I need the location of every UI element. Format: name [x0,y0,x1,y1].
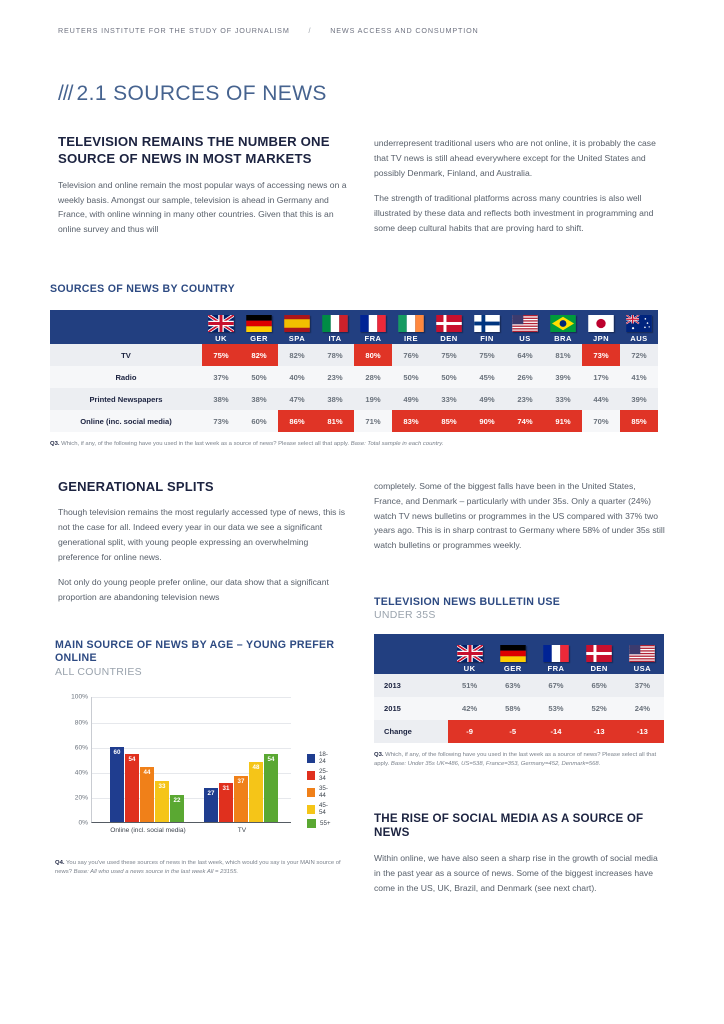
row-label: Online (inc. social media) [50,410,202,432]
bar [155,781,169,823]
bulletin-row-label: 2015 [374,697,448,720]
intro-left-column [58,134,350,237]
bulletin-subtitle: UNDER 35S [374,609,436,621]
flag-fra-icon [360,315,386,332]
table-row [50,366,658,388]
bar [249,762,263,822]
bulletin-title: TELEVISION NEWS BULLETIN USE [374,596,561,608]
bulletin-cell: 67% [534,674,577,697]
legend-item [307,785,333,799]
country-table-block [50,283,670,449]
legend-label: 55+ [320,820,331,828]
chart-legend [307,751,333,831]
legend-label: 18-24 [318,751,328,766]
country-code-label: FIN [480,334,494,343]
country-code-label: FRA [547,664,565,673]
table-cell: 41% [620,366,658,388]
chart-footnote-label: Q4. [55,860,65,867]
bulletin-cell: 24% [621,697,664,720]
x-axis-label: Online (incl. social media) [110,827,186,835]
y-axis-tick: 80% [74,719,88,727]
bulletin-cell: 58% [491,697,534,720]
country-header-fra [354,310,392,344]
country-header-us [506,310,544,344]
table-cell: 76% [392,344,430,366]
country-code-label: USA [633,664,652,673]
chart-plot-area [71,693,291,835]
table-cell: 75% [202,344,240,366]
bulletin-row [374,697,664,720]
bar-value-label: 37 [237,777,245,785]
table-cell: 82% [278,344,316,366]
intro-right-paragraph-2: The strength of traditional platforms across many countries is also well illustrated by these data and reflects both investment in programming and some deep cultural habits that are proving hard to shift. [374,193,654,233]
running-header-left: REUTERS INSTITUTE FOR THE STUDY OF JOURNALISM [58,26,290,35]
bulletin-cell: -13 [621,720,664,743]
legend-swatch [307,788,315,797]
table-cell: 73% [202,410,240,432]
sources-by-country-table [50,310,658,432]
table-cell: 60% [240,410,278,432]
flag-ita-icon [322,315,348,332]
y-axis-tick: 20% [74,794,88,802]
bar [264,754,278,822]
country-code-label: IRE [403,334,418,343]
table-row [50,344,658,366]
table-cell: 40% [278,366,316,388]
flag-fin-icon [474,315,500,332]
bulletin-header-row [374,634,664,674]
table-cell: 23% [506,388,544,410]
table-header-row [50,310,658,344]
bar-value-label: 31 [222,785,230,793]
chart-footnote-text: You say you've used these sources of news in the last week, which would you say is your MAIN source of news? [55,860,341,876]
bulletin-cell: 65% [578,674,621,697]
row-label: Radio [50,366,202,388]
table-cell: 38% [240,388,278,410]
table-cell: 28% [354,366,392,388]
country-code-label: DEN [590,664,608,673]
table-corner-cell [50,310,202,344]
table-cell: 81% [316,410,354,432]
bulletin-cell: 53% [534,697,577,720]
country-header-ger [491,634,534,674]
table-cell: 85% [430,410,468,432]
page-title [58,82,327,106]
generational-right-paragraph: completely. Some of the biggest falls have been in the United States, France, and Denmark – particularly with under 35s. Only a quarter (24%) watch TV news bulletins or programmes in the US compared with 37% two years ago. This is in sharp contrast to Germany where 58% of under 35s still watch bulletins or programmes weekly. [374,481,665,551]
flag-us-icon [512,315,538,332]
table-cell: 38% [202,388,240,410]
y-axis-tick: 0% [78,819,88,827]
table-cell: 78% [316,344,354,366]
flag-den-icon [436,315,462,332]
table-cell: 91% [544,410,582,432]
bar [125,754,139,822]
table-cell: 33% [430,388,468,410]
country-header-den [430,310,468,344]
country-code-label: SPA [288,334,306,343]
bar-chart [55,691,333,841]
table-cell: 73% [582,344,620,366]
table-cell: 75% [430,344,468,366]
table-cell: 75% [468,344,506,366]
table-cell: 82% [240,344,278,366]
bar [110,747,124,823]
age-chart-block [55,639,355,877]
row-label: Printed Newspapers [50,388,202,410]
bar-value-label: 44 [143,769,151,777]
country-header-uk [448,634,491,674]
bulletin-cell: -9 [448,720,491,743]
television-news-bulletin-table [374,634,664,743]
country-table-title: SOURCES OF NEWS BY COUNTRY [50,283,235,295]
bar-group [110,747,184,823]
bar-value-label: 22 [173,796,181,804]
legend-label: 35-44 [318,785,328,800]
table-cell: 49% [392,388,430,410]
title-text: 2.1 SOURCES OF NEWS [76,82,327,105]
table-body [50,344,658,432]
flag-usa-icon [629,645,655,662]
table-cell: 83% [392,410,430,432]
bulletin-body [374,674,664,743]
bulletin-cell: 63% [491,674,534,697]
legend-swatch [307,771,315,780]
bulletin-row [374,674,664,697]
country-code-label: UK [463,664,476,673]
y-axis-tick: 40% [74,769,88,777]
table-cell: 72% [620,344,658,366]
row-label: TV [50,344,202,366]
country-code-label: AUS [630,334,648,343]
table-cell: 26% [506,366,544,388]
flag-den-icon [586,645,612,662]
table-cell: 45% [468,366,506,388]
table-cell: 85% [620,410,658,432]
chart-footnote [55,859,355,877]
table-cell: 74% [506,410,544,432]
table-cell: 90% [468,410,506,432]
table-cell: 86% [278,410,316,432]
generational-heading: GENERATIONAL SPLITS [58,479,214,494]
intro-heading: TELEVISION REMAINS THE NUMBER ONE SOURCE OF NEWS IN MOST MARKETS [58,134,330,166]
bar-value-label: 54 [128,756,136,764]
table-cell: 47% [278,388,316,410]
legend-swatch [307,805,315,814]
gridline [92,697,291,698]
country-header-fra [534,634,577,674]
table-cell: 19% [354,388,392,410]
flag-ger-icon [500,645,526,662]
table-cell: 39% [620,388,658,410]
x-axis-label: TV [237,827,247,835]
social-paragraph: Within online, we have also seen a sharp rise in the growth of social media in the past year as a source of news. Some of the biggest increases have come in the US, UK, Brazil, and Denmark (see next chart). [374,852,658,893]
footnote-text: Which, if any, of the following have you used in the last week as a source of news? Please select all that apply. [61,441,350,447]
generational-paragraph-2: Not only do young people prefer online, our data show that a significant proportion are abandoning television news [58,577,329,603]
title-slashes: /// [58,82,73,105]
bar-value-label: 48 [252,764,260,771]
country-header-ger [240,310,278,344]
bulletin-cell: 52% [578,697,621,720]
legend-label: 25-34 [318,768,328,783]
table-row [50,388,658,410]
country-code-label: JPN [592,334,610,343]
chart-subtitle: ALL COUNTRIES [55,666,142,679]
running-header-separator: / [308,26,312,35]
country-header-usa [621,634,664,674]
footnote-base: Base: Total sample in each country. [350,441,444,447]
intro-left-paragraph: Television and online remain the most popular ways of accessing news on a weekly basis. Amongst our sample, television is ahead in Germany and France, with online winning in many other countries. Given that this is an online survey and thus will [58,179,347,235]
table-cell: 17% [582,366,620,388]
table-cell: 71% [354,410,392,432]
bar [234,776,248,823]
y-axis-tick: 100% [71,693,88,701]
bar-value-label: 60 [113,748,121,756]
y-axis-tick: 60% [74,744,88,752]
table-cell: 50% [240,366,278,388]
table-cell: 50% [392,366,430,388]
country-code-label: BRA [554,334,572,343]
bulletin-cell: -13 [578,720,621,743]
bulletin-corner-cell [374,634,448,674]
table-cell: 44% [582,388,620,410]
flag-ger-icon [246,315,272,332]
chart-footnote-base: Base: All who used a news source in the last week All = 23155. [73,869,239,876]
country-header-bra [544,310,582,344]
bar [170,795,184,823]
legend-item [307,768,333,782]
bulletin-footnote [374,751,666,769]
bar-value-label: 27 [207,790,215,798]
flag-bra-icon [550,315,576,332]
country-table-footnote [50,440,670,449]
footnote-label: Q3. [50,441,60,447]
bulletin-cell: -14 [534,720,577,743]
generational-right-column [374,479,666,553]
bar-value-label: 54 [267,756,275,764]
running-header-right: NEWS ACCESS AND CONSUMPTION [330,26,479,35]
bulletin-cell: 37% [621,674,664,697]
legend-label: 45-54 [318,802,328,817]
bar-value-label: 33 [158,782,166,790]
flag-ire-icon [398,315,424,332]
table-cell: 81% [544,344,582,366]
table-cell: 80% [354,344,392,366]
bar [219,783,233,822]
country-header-jpn [582,310,620,344]
table-cell: 33% [544,388,582,410]
country-header-spa [278,310,316,344]
table-cell: 64% [506,344,544,366]
country-header-ita [316,310,354,344]
table-cell: 38% [316,388,354,410]
bar [140,767,154,822]
chart-title: MAIN SOURCE OF NEWS BY AGE – YOUNG PREFER ONLINE [55,639,335,665]
flag-uk-icon [208,315,234,332]
intro-right-paragraph-1: underrepresent traditional users who are not online, it is probably the case that TV news is still ahead everywhere except for the United States and possibly Denmark, Finland, and Australia. [374,138,656,178]
country-header-den [578,634,621,674]
bar [204,788,218,822]
legend-item [307,819,333,828]
social-media-block [374,812,666,895]
bulletin-cell: -5 [491,720,534,743]
flag-aus-icon [626,315,652,332]
country-code-label: FRA [364,334,382,343]
country-header-fin [468,310,506,344]
bulletin-row [374,720,664,743]
bar-group [204,754,278,822]
table-cell: 39% [544,366,582,388]
table-cell: 70% [582,410,620,432]
intro-right-column [374,136,666,236]
country-code-label: GER [250,334,268,343]
country-code-label: UK [215,334,227,343]
bulletin-cell: 51% [448,674,491,697]
running-header [58,26,479,35]
bulletin-footnote-label: Q3. [374,752,384,758]
bulletin-row-label: 2013 [374,674,448,697]
bulletin-row-label: Change [374,720,448,743]
country-code-label: US [519,334,531,343]
legend-swatch [307,754,315,763]
legend-swatch [307,819,316,828]
table-cell: 49% [468,388,506,410]
table-cell: 50% [430,366,468,388]
bulletin-footnote-base: Base: Under 35s UK=486, US=538, France=353, Germany=452, Denmark=568. [390,760,601,767]
table-cell: 23% [316,366,354,388]
legend-item [307,751,333,765]
bulletin-footnote-text: Which, if any, of the following have you used in the last week as a source of news? Please select all that apply. [374,752,657,767]
country-header-ire [392,310,430,344]
table-cell: 37% [202,366,240,388]
country-header-uk [202,310,240,344]
flag-uk-icon [457,645,483,662]
flag-jpn-icon [588,315,614,332]
generational-left-column [58,479,350,605]
social-heading: THE RISE OF SOCIAL MEDIA AS A SOURCE OF NEWS [374,812,644,840]
gridline [92,723,291,724]
country-code-label: GER [503,664,522,673]
flag-fra-icon [543,645,569,662]
legend-item [307,802,333,816]
country-header-aus [620,310,658,344]
bulletin-table-block [374,596,666,769]
country-code-label: DEN [440,334,458,343]
bulletin-cell: 42% [448,697,491,720]
country-code-label: ITA [328,334,342,343]
flag-spa-icon [284,315,310,332]
table-row [50,410,658,432]
generational-paragraph-1: Though television remains the most regularly accessed type of news, this is not the case for all. Indeed every year in our data we see a significant generational split, with young people expressing an overwhelming preference for online news. [58,507,346,562]
